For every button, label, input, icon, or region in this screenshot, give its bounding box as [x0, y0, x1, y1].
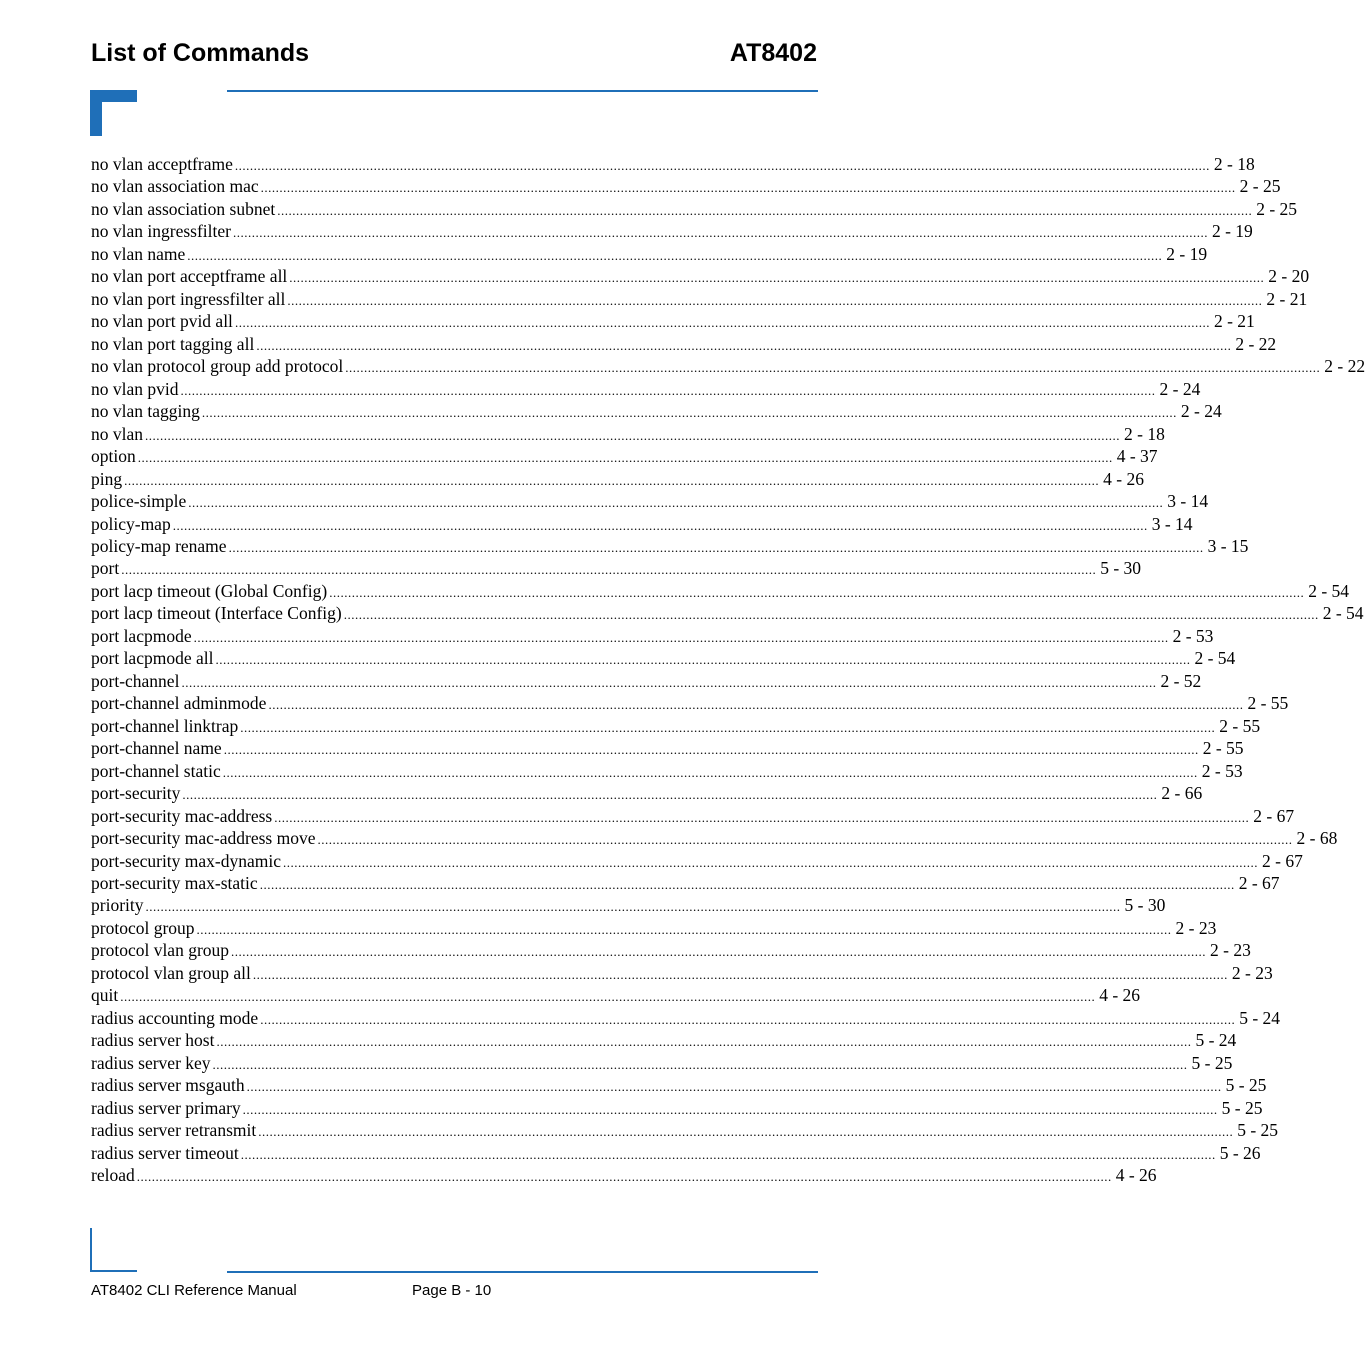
command-name: port [91, 558, 120, 579]
page-reference: 4 - 26 [1099, 985, 1141, 1006]
page-reference: 2 - 23 [1175, 917, 1217, 938]
command-name: port-security max-static [91, 873, 258, 893]
command-name: protocol vlan group all [91, 962, 251, 983]
list-item [91, 1164, 1157, 1186]
page-reference: 2 - 67 [1262, 850, 1303, 871]
dot-leader: .................................................................................................................................................................................................................................................................... [283, 854, 1259, 870]
dot-leader: .................................................................................................................................................................................................................................................................... [182, 787, 1158, 803]
dot-leader: .................................................................................................................................................................................................................................................................... [188, 495, 1164, 511]
list-item [91, 288, 1308, 310]
list-item [91, 198, 1298, 220]
dot-leader: .................................................................................................................................................................................................................................................................... [246, 1079, 1222, 1095]
list-item [91, 1142, 1261, 1164]
page-reference: 5 - 25 [1225, 1075, 1267, 1096]
command-name: police-simple [91, 491, 187, 512]
list-item [91, 243, 1208, 265]
corner-bracket-icon [90, 90, 137, 136]
page-reference: 2 - 19 [1166, 243, 1208, 264]
dot-leader: .................................................................................................................................................................................................................................................................... [232, 225, 1208, 241]
dot-leader: .................................................................................................................................................................................................................................................................... [259, 877, 1235, 892]
list-item [91, 625, 1214, 647]
list-item [91, 984, 1141, 1006]
command-name: policy-map [91, 513, 171, 534]
dot-leader: .................................................................................................................................................................................................................................................................... [231, 944, 1207, 960]
dot-leader: .................................................................................................................................................................................................................................................................... [277, 202, 1253, 218]
page-reference: 5 - 24 [1195, 1030, 1237, 1051]
list-item [91, 153, 1255, 175]
list-item [91, 468, 1144, 490]
page-reference: 2 - 18 [1124, 423, 1165, 444]
dot-leader: .................................................................................................................................................................................................................................................................... [343, 607, 1319, 623]
dot-leader: .................................................................................................................................................................................................................................................................... [222, 764, 1198, 780]
dot-leader: .................................................................................................................................................................................................................................................................... [201, 405, 1177, 421]
command-name: port-channel static [91, 760, 221, 781]
page-title: List of Commands [91, 39, 310, 67]
page-reference: 2 - 18 [1213, 154, 1255, 174]
list-item [91, 692, 1289, 714]
list-item [91, 827, 1338, 849]
command-name: port-channel linktrap [91, 715, 239, 736]
dot-leader: .................................................................................................................................................................................................................................................................... [268, 697, 1244, 713]
page-reference: 2 - 24 [1180, 401, 1222, 422]
list-item [91, 894, 1166, 916]
list-item [91, 265, 1310, 287]
page-reference: 2 - 55 [1202, 738, 1244, 759]
page-reference: 5 - 30 [1124, 895, 1166, 916]
dot-leader: .................................................................................................................................................................................................................................................................... [228, 539, 1204, 555]
list-item [91, 962, 1273, 984]
dot-leader: .................................................................................................................................................................................................................................................................... [120, 989, 1096, 1005]
page-reference: 3 - 14 [1151, 513, 1193, 534]
page-reference: 2 - 68 [1296, 828, 1338, 849]
command-name: no vlan [91, 423, 144, 444]
page-reference: 5 - 30 [1100, 558, 1142, 579]
footer-page-number: Page B - 10 [412, 1282, 492, 1299]
dot-leader: .................................................................................................................................................................................................................................................................... [240, 719, 1216, 735]
command-name: port-security mac-address move [91, 828, 316, 849]
dot-leader: .................................................................................................................................................................................................................................................................... [234, 158, 1210, 173]
list-item [91, 782, 1203, 804]
command-name: radius server timeout [91, 1142, 239, 1163]
list-item [91, 490, 1209, 512]
page-reference: 5 - 24 [1239, 1007, 1281, 1028]
page-reference: 2 - 23 [1210, 940, 1251, 961]
dot-leader: .................................................................................................................................................................................................................................................................... [223, 742, 1199, 758]
list-item [91, 715, 1261, 737]
command-name: port-security [91, 783, 181, 804]
page-reference: 4 - 37 [1116, 446, 1158, 467]
dot-leader: .................................................................................................................................................................................................................................................................... [329, 584, 1305, 600]
command-name: quit [91, 985, 119, 1006]
page-reference: 2 - 54 [1322, 603, 1364, 624]
command-name: ping [91, 468, 123, 489]
list-item [91, 557, 1142, 579]
page-reference: 2 - 52 [1160, 670, 1202, 691]
page-reference: 4 - 26 [1115, 1165, 1157, 1186]
list-item [91, 445, 1158, 467]
list-item [91, 805, 1295, 827]
page-reference: 2 - 22 [1324, 356, 1365, 377]
page-reference: 2 - 55 [1219, 715, 1261, 736]
header-rule [227, 90, 818, 92]
dot-leader: .................................................................................................................................................................................................................................................................... [240, 1146, 1216, 1162]
command-name: no vlan tagging [91, 401, 200, 422]
command-name: no vlan port tagging all [91, 333, 255, 354]
list-item [91, 737, 1244, 759]
command-name: radius accounting mode [91, 1007, 259, 1028]
page-reference: 2 - 19 [1211, 221, 1253, 242]
command-name: radius server msgauth [91, 1075, 245, 1096]
dot-leader: .................................................................................................................................................................................................................................................................... [136, 1169, 1112, 1185]
page-reference: 2 - 25 [1239, 176, 1281, 197]
page-reference: 2 - 54 [1194, 648, 1236, 669]
dot-leader: .................................................................................................................................................................................................................................................................... [212, 1056, 1188, 1072]
command-name: no vlan port pvid all [91, 311, 233, 332]
command-name: no vlan protocol group add protocol [91, 356, 344, 377]
dot-leader: .................................................................................................................................................................................................................................................................... [137, 450, 1113, 466]
product-code: AT8402 [729, 39, 817, 67]
dot-leader: .................................................................................................................................................................................................................................................................... [187, 247, 1163, 263]
page-reference: 2 - 20 [1268, 266, 1310, 287]
command-name: radius server host [91, 1030, 215, 1051]
list-item [91, 1074, 1267, 1096]
command-name: port-security max-dynamic [91, 850, 282, 871]
page-reference: 2 - 67 [1253, 805, 1295, 826]
list-item [91, 355, 1365, 377]
list-item [91, 1052, 1233, 1074]
dot-leader: .................................................................................................................................................................................................................................................................... [145, 899, 1121, 915]
footer-manual-title: AT8402 CLI Reference Manual [91, 1282, 297, 1299]
command-name: no vlan name [91, 243, 186, 264]
command-name: no vlan port ingressfilter all [91, 288, 286, 309]
command-name: port lacp timeout (Interface Config) [91, 603, 342, 624]
dot-leader: .................................................................................................................................................................................................................................................................... [216, 1034, 1192, 1050]
command-name: port lacp timeout (Global Config) [91, 580, 328, 601]
list-item [91, 602, 1364, 624]
page-reference: 2 - 54 [1308, 580, 1350, 601]
dot-leader: .................................................................................................................................................................................................................................................................... [256, 337, 1232, 353]
list-item [91, 310, 1255, 332]
page-reference: 3 - 15 [1207, 535, 1249, 556]
dot-leader: .................................................................................................................................................................................................................................................................... [215, 652, 1191, 668]
list-item [91, 760, 1243, 782]
page-reference: 4 - 26 [1103, 468, 1144, 489]
command-name: radius server retransmit [91, 1120, 257, 1141]
command-name: no vlan association mac [91, 176, 259, 197]
page-reference: 2 - 21 [1213, 311, 1255, 332]
list-item [91, 1119, 1279, 1141]
dot-leader: .................................................................................................................................................................................................................................................................... [345, 360, 1321, 376]
command-name: port lacpmode [91, 625, 192, 646]
dot-leader: .................................................................................................................................................................................................................................................................... [181, 674, 1157, 690]
list-item [91, 872, 1280, 894]
dot-leader: .................................................................................................................................................................................................................................................................... [121, 562, 1097, 578]
page-reference: 5 - 25 [1191, 1052, 1233, 1073]
command-name: protocol vlan group [91, 940, 230, 961]
list-item [91, 333, 1277, 355]
dot-leader: .................................................................................................................................................................................................................................................................... [242, 1101, 1218, 1117]
list-item [91, 535, 1249, 557]
command-name: no vlan association subnet [91, 198, 276, 219]
page-reference: 2 - 25 [1256, 198, 1298, 219]
dot-leader: .................................................................................................................................................................................................................................................................... [124, 472, 1100, 488]
list-item [91, 378, 1201, 400]
list-item [91, 917, 1217, 939]
list-item [91, 513, 1193, 535]
command-name: no vlan acceptframe [91, 154, 233, 174]
dot-leader: .................................................................................................................................................................................................................................................................... [260, 1011, 1236, 1027]
page-reference: 2 - 22 [1235, 333, 1277, 354]
dot-leader: .................................................................................................................................................................................................................................................................... [289, 270, 1265, 286]
command-name: no vlan port acceptframe all [91, 266, 288, 287]
footer-rule [227, 1271, 818, 1273]
command-name: protocol group [91, 917, 195, 938]
dot-leader: .................................................................................................................................................................................................................................................................... [252, 966, 1228, 982]
page-reference: 2 - 24 [1159, 378, 1201, 399]
dot-leader: .................................................................................................................................................................................................................................................................... [234, 315, 1210, 331]
page-reference: 5 - 26 [1219, 1142, 1261, 1163]
list-item [91, 423, 1165, 445]
dot-leader: .................................................................................................................................................................................................................................................................... [260, 180, 1236, 196]
page-reference: 2 - 55 [1247, 693, 1289, 714]
page-reference: 2 - 23 [1231, 962, 1273, 983]
page-reference: 5 - 25 [1221, 1097, 1263, 1118]
page-reference: 2 - 53 [1172, 625, 1214, 646]
list-item [91, 400, 1222, 422]
dot-leader: .................................................................................................................................................................................................................................................................... [145, 427, 1121, 443]
command-name: policy-map rename [91, 535, 227, 556]
page-reference: 5 - 25 [1237, 1120, 1279, 1141]
command-name: radius server key [91, 1052, 211, 1073]
dot-leader: .................................................................................................................................................................................................................................................................... [287, 292, 1263, 308]
page-reference: 2 - 21 [1266, 288, 1308, 309]
command-name: port-channel name [91, 738, 222, 759]
dot-leader: .................................................................................................................................................................................................................................................................... [193, 629, 1169, 645]
list-item [91, 647, 1236, 669]
command-name: port-security mac-address [91, 805, 273, 826]
list-item [91, 670, 1202, 692]
command-name: option [91, 446, 136, 467]
command-name: reload [91, 1165, 135, 1186]
list-item [91, 580, 1350, 602]
dot-leader: .................................................................................................................................................................................................................................................................... [317, 832, 1293, 848]
list-item [91, 850, 1303, 872]
command-name: radius server primary [91, 1097, 241, 1118]
command-name: priority [91, 895, 144, 916]
dot-leader: .................................................................................................................................................................................................................................................................... [180, 382, 1156, 398]
list-item [91, 175, 1281, 197]
list-item [91, 1097, 1263, 1119]
command-name: port-channel adminmode [91, 693, 267, 714]
list-item [91, 1029, 1237, 1051]
command-name: port lacpmode all [91, 648, 214, 669]
page-reference: 2 - 67 [1238, 873, 1280, 893]
list-item [91, 939, 1251, 961]
list-item [91, 220, 1253, 242]
dot-leader: .................................................................................................................................................................................................................................................................... [196, 921, 1172, 937]
list-item [91, 1007, 1281, 1029]
footer-bracket-icon [90, 1228, 137, 1272]
dot-leader: .................................................................................................................................................................................................................................................................... [274, 809, 1250, 825]
dot-leader: .................................................................................................................................................................................................................................................................... [172, 517, 1148, 533]
page-reference: 2 - 66 [1161, 783, 1203, 804]
command-name: port-channel [91, 670, 180, 691]
page-reference: 3 - 14 [1167, 491, 1209, 512]
command-index-list [91, 153, 1365, 1187]
page-reference: 2 - 53 [1201, 760, 1243, 781]
command-name: no vlan ingressfilter [91, 221, 231, 242]
command-name: no vlan pvid [91, 378, 179, 399]
dot-leader: .................................................................................................................................................................................................................................................................... [258, 1124, 1234, 1140]
